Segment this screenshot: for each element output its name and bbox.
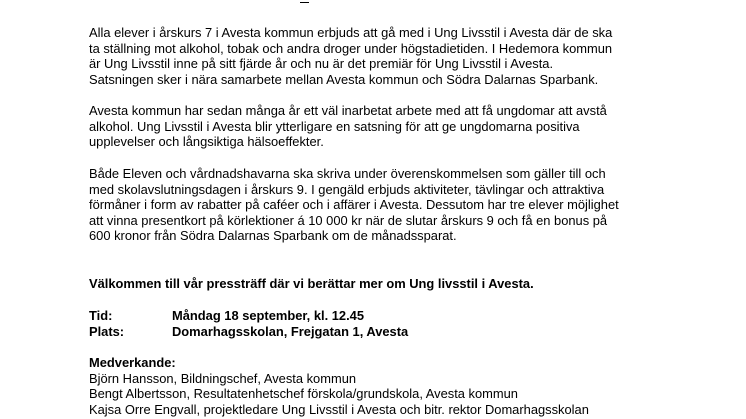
invitation-line [89,276,689,292]
text-line: Avesta kommun har sedan många år ett väl inarbetat arbete med att få ungdomar att avstå [89,103,607,118]
text-line: 600 kronor från Södra Dalarnas Sparbank om de månadssparat. [89,228,457,244]
participants-heading: Medverkande: [89,355,176,370]
text-line: Alla elever i årskurs 7 i Avesta kommun erbjuds att gå med i Ung Livsstil i Avesta där de ska [89,25,613,40]
time-label: Tid: [89,308,113,323]
invitation-text: Välkommen till vår pressträff där vi berättar mer om Ung livsstil i Avesta. [89,276,534,291]
paragraph-intro [89,25,689,87]
participant: Kajsa Orre Engvall, projektledare Ung Livsstil i Avesta och bitr. rektor Domarhagsskolan [89,401,589,417]
participants-section [89,355,689,417]
place-label: Plats: [89,324,125,339]
time-value: Måndag 18 september, kl. 12.45 [172,308,365,323]
clipped-heading-fragment [300,0,349,4]
text-line: är Ung Livsstil inne på sitt fjärde år och nu är det premiär för Ung Livsstil i Avesta. [89,56,554,72]
text-line: alkohol. Ung Livsstil i Avesta blir ytterligare en satsning för att ge ungdomarna positiva [89,118,580,134]
text-line: ta ställning mot alkohol, tobak och andra droger under högstadietiden. I Hedemora kommun [89,40,613,56]
text-line: att vinna presentkort på körlektioner á 10 000 kr när de slutar årskurs 9 och få en bonus på [89,212,608,228]
event-time-row [89,308,364,324]
paragraph-agreement [89,166,689,244]
text-line: förmåner i form av rabatter på caféer och i affärer i Avesta. Dessutom har tre elever möjlighet [89,197,619,213]
paragraph-background [89,103,689,150]
clipped-glyph [300,0,309,3]
place-value: Domarhagsskolan, Frejgatan 1, Avesta [172,324,409,339]
text-line: Både Eleven och vårdnadshavarna ska skriva under överenskommelsen som gäller till och [89,166,606,181]
event-place-row [89,324,408,340]
text-line: upplevelser och långsiktiga hälsoeffekter. [89,134,324,150]
text-line: med skolavslutningsdagen i årskurs 9. I gengäld erbjuds aktiviteter, tävlingar och attraktiva [89,181,605,197]
participant: Bengt Albertsson, Resultatenhetschef förskola/grundskola, Avesta kommun [89,386,518,402]
participant: Björn Hansson, Bildningschef, Avesta kommun [89,370,357,386]
text-line: Satsningen sker i nära samarbete mellan Avesta kommun och Södra Dalarnas Sparbank. [89,71,599,87]
